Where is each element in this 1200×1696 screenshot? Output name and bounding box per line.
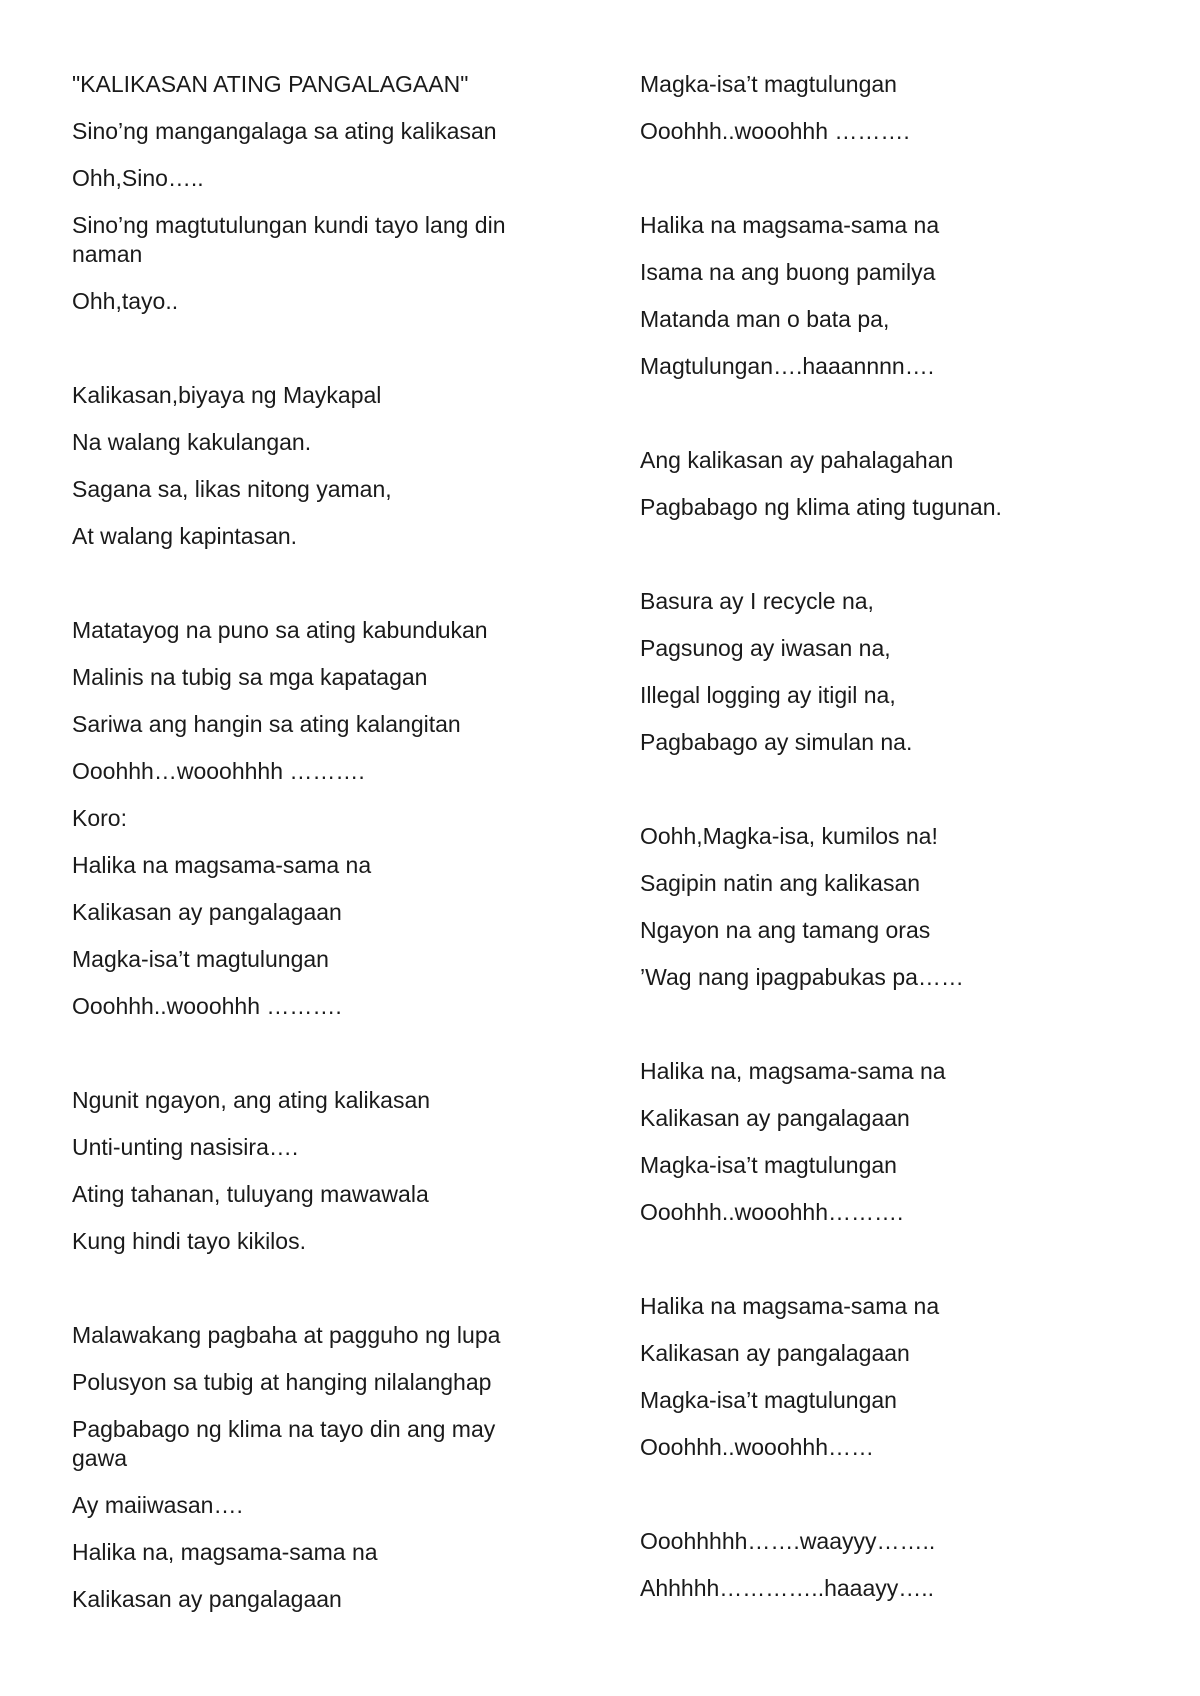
lyric-line: Ating tahanan, tuluyang mawawala <box>72 1181 429 1207</box>
lyric-line: Ahhhhh…………..haaayy….. <box>640 1575 935 1601</box>
lyric-line: Illegal logging ay itigil na, <box>640 682 896 708</box>
stanza-gap <box>640 540 1140 587</box>
stanza-gap <box>640 1245 1140 1292</box>
stanza-gap <box>640 164 1140 211</box>
lyric-line: Halika na, magsama-sama na <box>72 1539 378 1565</box>
lyric-line: Kalikasan ay pangalagaan <box>640 1340 910 1366</box>
lyric-line: Halika na magsama-sama na <box>640 1293 940 1319</box>
lyric-line: Pagsunog ay iwasan na, <box>640 635 891 661</box>
lyric-line: Ngunit ngayon, ang ating kalikasan <box>72 1087 431 1113</box>
lyric-line: Matanda man o bata pa, <box>640 306 890 332</box>
lyric-line: Ooohhh..wooohhh………. <box>640 1199 904 1225</box>
lyric-line: At walang kapintasan. <box>72 523 298 549</box>
left-column <box>72 70 542 1632</box>
lyric-line: Ohh,Sino….. <box>72 165 204 191</box>
lyric-line: Kalikasan ay pangalagaan <box>640 1105 910 1131</box>
lyric-line: Ooohhh..wooohhh…… <box>640 1434 874 1460</box>
lyric-line: Ooohhh…wooohhhh ………. <box>72 758 365 784</box>
lyric-line: Ooohhhhh…….waayyy…….. <box>640 1528 936 1554</box>
lyric-line: Magka-isa’t magtulungan <box>640 71 897 97</box>
lyric-line: Pagbabago ay simulan na. <box>640 729 913 755</box>
lyric-line: Magka-isa’t magtulungan <box>640 1152 897 1178</box>
lyric-line: Polusyon sa tubig at hanging nilalanghap <box>72 1369 492 1395</box>
lyric-line: Magka-isa’t magtulungan <box>640 1387 897 1413</box>
lyric-line: Sagana sa, likas nitong yaman, <box>72 476 392 502</box>
lyric-line: Malinis na tubig sa mga kapatagan <box>72 664 428 690</box>
stanza-gap <box>72 334 542 381</box>
lyric-line: Ay maiiwasan…. <box>72 1492 243 1518</box>
lyric-line: Sariwa ang hangin sa ating kalangitan <box>72 711 461 737</box>
lyric-line: Malawakang pagbaha at pagguho ng lupa <box>72 1322 501 1348</box>
lyric-line: Ooohhh..wooohhh ………. <box>640 118 910 144</box>
stanza-gap <box>72 1039 542 1086</box>
right-column <box>640 70 1140 1621</box>
lyric-line: Pagbabago ng klima ating tugunan. <box>640 494 1002 520</box>
stanza-gap <box>640 399 1140 446</box>
lyric-line: Halika na magsama-sama na <box>640 212 940 238</box>
lyric-line: Sino’ng magtutulungan kundi tayo lang din naman <box>72 212 506 267</box>
lyric-line: Koro: <box>72 805 127 831</box>
lyric-line: Na walang kakulangan. <box>72 429 312 455</box>
lyric-line: Unti-unting nasisira…. <box>72 1134 299 1160</box>
lyric-line: Oohh,Magka-isa, kumilos na! <box>640 823 938 849</box>
lyric-line: Ngayon na ang tamang oras <box>640 917 931 943</box>
lyric-line: Magka-isa’t magtulungan <box>72 946 329 972</box>
lyric-line: ’Wag nang ipagpabukas pa…… <box>640 964 964 990</box>
lyric-line: Ang kalikasan ay pahalagahan <box>640 447 954 473</box>
stanza-gap <box>72 569 542 616</box>
stanza-gap <box>640 1480 1140 1527</box>
lyric-line: Halika na, magsama-sama na <box>640 1058 946 1084</box>
lyric-line: Kalikasan ay pangalagaan <box>72 1586 342 1612</box>
lyric-line: Magtulungan….haaannnn…. <box>640 353 935 379</box>
lyric-line: Pagbabago ng klima na tayo din ang may gawa <box>72 1416 496 1471</box>
lyric-line: Basura ay I recycle na, <box>640 588 874 614</box>
stanza-gap <box>640 775 1140 822</box>
lyric-line: Ooohhh..wooohhh ………. <box>72 993 342 1019</box>
lyric-line: Isama na ang buong pamilya <box>640 259 936 285</box>
lyric-line: Halika na magsama-sama na <box>72 852 372 878</box>
lyric-line: Kalikasan,biyaya ng Maykapal <box>72 382 382 408</box>
stanza-gap <box>72 1274 542 1321</box>
lyric-line: Sagipin natin ang kalikasan <box>640 870 921 896</box>
stanza-gap <box>640 1010 1140 1057</box>
lyric-line: Kalikasan ay pangalagaan <box>72 899 342 925</box>
lyric-line: Sino’ng mangangalaga sa ating kalikasan <box>72 118 497 144</box>
lyric-line: Kung hindi tayo kikilos. <box>72 1228 306 1254</box>
song-title: "KALIKASAN ATING PANGALAGAAN" <box>72 71 469 97</box>
lyric-line: Matatayog na puno sa ating kabundukan <box>72 617 488 643</box>
lyric-line: Ohh,tayo.. <box>72 288 179 314</box>
